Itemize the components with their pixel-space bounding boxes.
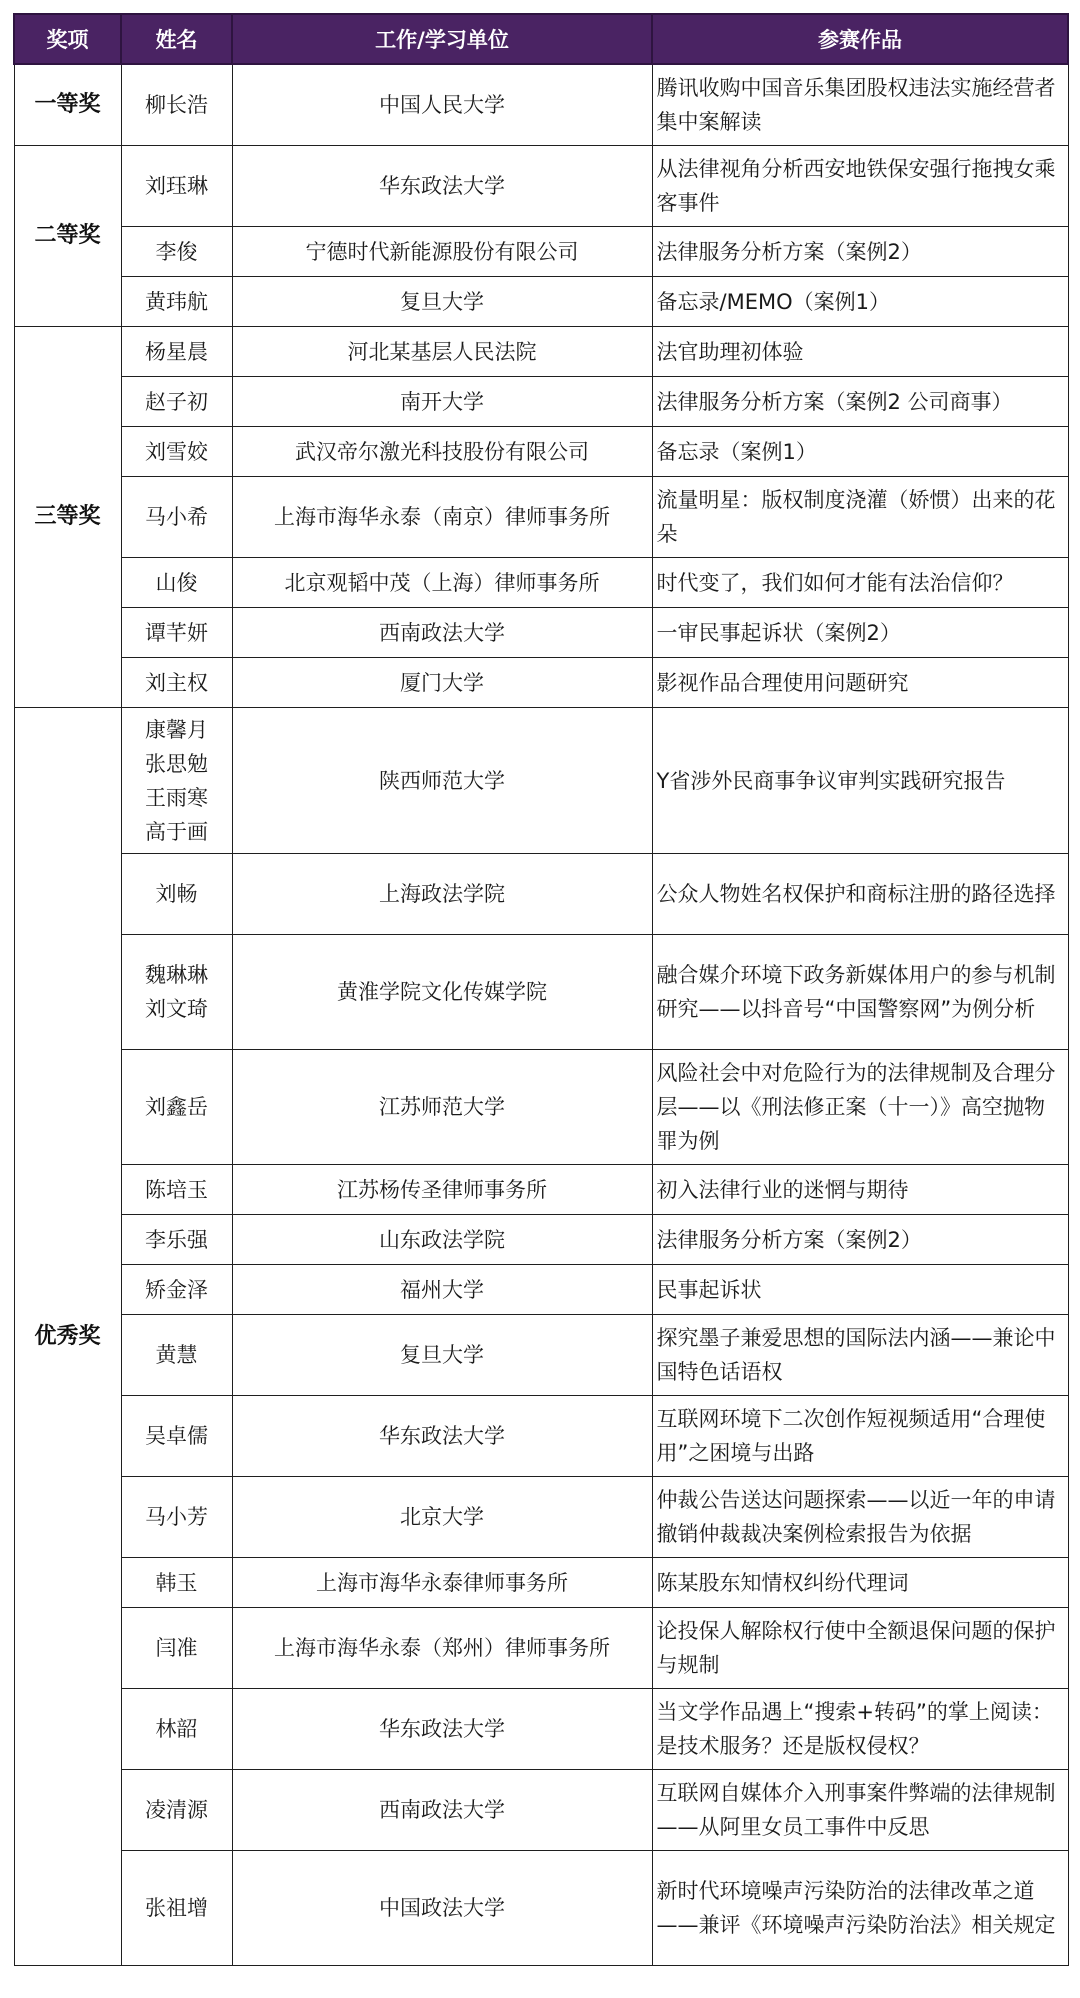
work-cell: Y省涉外民商事争议审判实践研究报告 [652,708,1068,854]
table-row [14,1689,1068,1770]
table-row [14,1165,1068,1215]
work-cell: 腾讯收购中国音乐集团股权违法实施经营者集中案解读 [652,64,1068,146]
name-line: 康馨月 [145,717,208,742]
header-award: 奖项 [14,14,121,64]
table-row [14,1315,1068,1396]
table-row [14,64,1068,146]
name-line: 魏琳琳 [145,963,208,987]
name-cell: 韩玉 [121,1558,232,1608]
work-cell: 法律服务分析方案（案例2） [652,227,1068,277]
unit-cell: 陕西师范大学 [232,708,652,854]
work-cell: 影视作品合理使用问题研究 [652,658,1068,708]
header-row [14,14,1068,64]
table-row [14,608,1068,658]
name-cell: 杨星晨 [121,327,232,377]
unit-cell: 江苏杨传圣律师事务所 [232,1165,652,1215]
name-cell: 马小希 [121,477,232,558]
unit-cell: 南开大学 [232,377,652,427]
table-row [14,1608,1068,1689]
name-cell: 谭芊妍 [121,608,232,658]
name-cell: 吴卓儒 [121,1396,232,1477]
work-cell: 备忘录/MEMO（案例1） [652,277,1068,327]
table-row [14,1050,1068,1165]
table-row [14,146,1068,227]
award-excellent: 优秀奖 [14,708,121,1966]
table-row [14,477,1068,558]
table-row [14,1558,1068,1608]
work-cell: 公众人物姓名权保护和商标注册的路径选择 [652,854,1068,935]
name-line: 刘文琦 [145,997,208,1021]
unit-cell: 上海市海华永泰（南京）律师事务所 [232,477,652,558]
name-cell [121,708,232,854]
table-row [14,377,1068,427]
name-cell: 柳长浩 [121,64,232,146]
name-cell: 李俊 [121,227,232,277]
unit-cell: 黄淮学院文化传媒学院 [232,935,652,1050]
unit-cell: 厦门大学 [232,658,652,708]
work-cell: 风险社会中对危险行为的法律规制及合理分层——以《刑法修正案（十一）》高空抛物罪为例 [652,1050,1068,1165]
unit-cell: 福州大学 [232,1265,652,1315]
name-cell: 刘主权 [121,658,232,708]
unit-cell: 复旦大学 [232,1315,652,1396]
name-cell: 张祖增 [121,1851,232,1966]
table-row [14,708,1068,854]
name-cell: 刘珏琳 [121,146,232,227]
name-cell: 林韶 [121,1689,232,1770]
table-row [14,935,1068,1050]
unit-cell: 上海政法学院 [232,854,652,935]
name-cell: 闫准 [121,1608,232,1689]
work-cell: 民事起诉状 [652,1265,1068,1315]
table-row [14,1477,1068,1558]
table-row [14,1215,1068,1265]
header-name: 姓名 [121,14,232,64]
unit-cell: 复旦大学 [232,277,652,327]
unit-cell: 北京大学 [232,1477,652,1558]
work-cell: 探究墨子兼爱思想的国际法内涵——兼论中国特色话语权 [652,1315,1068,1396]
unit-cell: 上海市海华永泰律师事务所 [232,1558,652,1608]
table-row [14,1851,1068,1966]
unit-cell: 西南政法大学 [232,608,652,658]
work-cell: 一审民事起诉状（案例2） [652,608,1068,658]
table-row [14,658,1068,708]
table-row [14,854,1068,935]
name-cell: 赵子初 [121,377,232,427]
work-cell: 互联网自媒体介入刑事案件弊端的法律规制——从阿里女员工事件中反思 [652,1770,1068,1851]
awards-table [13,13,1069,1966]
unit-cell: 西南政法大学 [232,1770,652,1851]
table-row [14,558,1068,608]
work-cell: 新时代环境噪声污染防治的法律改革之道——兼评《环境噪声污染防治法》相关规定 [652,1851,1068,1966]
table-row [14,1396,1068,1477]
table-row [14,1770,1068,1851]
name-cell: 凌清源 [121,1770,232,1851]
name-cell: 刘鑫岳 [121,1050,232,1165]
table-row [14,427,1068,477]
table-row [14,277,1068,327]
unit-cell: 江苏师范大学 [232,1050,652,1165]
name-cell: 马小芳 [121,1477,232,1558]
name-line: 张思勉 [145,751,208,776]
work-cell: 论投保人解除权行使中全额退保问题的保护与规制 [652,1608,1068,1689]
table-row [14,1265,1068,1315]
work-cell: 法律服务分析方案（案例2） [652,1215,1068,1265]
work-cell: 法律服务分析方案（案例2 公司商事） [652,377,1068,427]
work-cell: 互联网环境下二次创作短视频适用“合理使用”之困境与出路 [652,1396,1068,1477]
work-cell: 当文学作品遇上“搜索+转码”的掌上阅读： 是技术服务？还是版权侵权？ [652,1689,1068,1770]
unit-cell: 上海市海华永泰（郑州）律师事务所 [232,1608,652,1689]
name-cell: 刘雪姣 [121,427,232,477]
name-cell [121,935,232,1050]
unit-cell: 中国人民大学 [232,64,652,146]
work-cell: 融合媒介环境下政务新媒体用户的参与机制研究——以抖音号“中国警察网”为例分析 [652,935,1068,1050]
unit-cell: 华东政法大学 [232,1396,652,1477]
work-cell: 流量明星：版权制度浇灌（娇惯）出来的花朵 [652,477,1068,558]
name-cell: 李乐强 [121,1215,232,1265]
name-cell: 刘畅 [121,854,232,935]
award-second: 二等奖 [14,146,121,327]
header-unit: 工作/学习单位 [232,14,652,64]
unit-cell: 武汉帝尔激光科技股份有限公司 [232,427,652,477]
unit-cell: 华东政法大学 [232,146,652,227]
name-line: 高于画 [145,819,208,844]
work-cell: 从法律视角分析西安地铁保安强行拖拽女乘客事件 [652,146,1068,227]
header-work: 参赛作品 [652,14,1068,64]
award-first: 一等奖 [14,64,121,146]
award-third: 三等奖 [14,327,121,708]
unit-cell: 山东政法学院 [232,1215,652,1265]
name-cell: 陈培玉 [121,1165,232,1215]
unit-cell: 华东政法大学 [232,1689,652,1770]
unit-cell: 中国政法大学 [232,1851,652,1966]
name-cell: 山俊 [121,558,232,608]
work-cell: 初入法律行业的迷惘与期待 [652,1165,1068,1215]
work-cell: 备忘录（案例1） [652,427,1068,477]
name-cell: 黄玮航 [121,277,232,327]
work-cell: 时代变了，我们如何才能有法治信仰？ [652,558,1068,608]
name-cell: 矫金泽 [121,1265,232,1315]
unit-cell: 北京观韬中茂（上海）律师事务所 [232,558,652,608]
name-line: 王雨寒 [145,785,208,810]
unit-cell: 宁德时代新能源股份有限公司 [232,227,652,277]
work-cell: 仲裁公告送达问题探索——以近一年的申请撤销仲裁裁决案例检索报告为依据 [652,1477,1068,1558]
table-row [14,327,1068,377]
table-row [14,227,1068,277]
work-cell: 法官助理初体验 [652,327,1068,377]
name-cell: 黄慧 [121,1315,232,1396]
work-cell: 陈某股东知情权纠纷代理词 [652,1558,1068,1608]
unit-cell: 河北某基层人民法院 [232,327,652,377]
awards-table-container [13,13,1067,1966]
